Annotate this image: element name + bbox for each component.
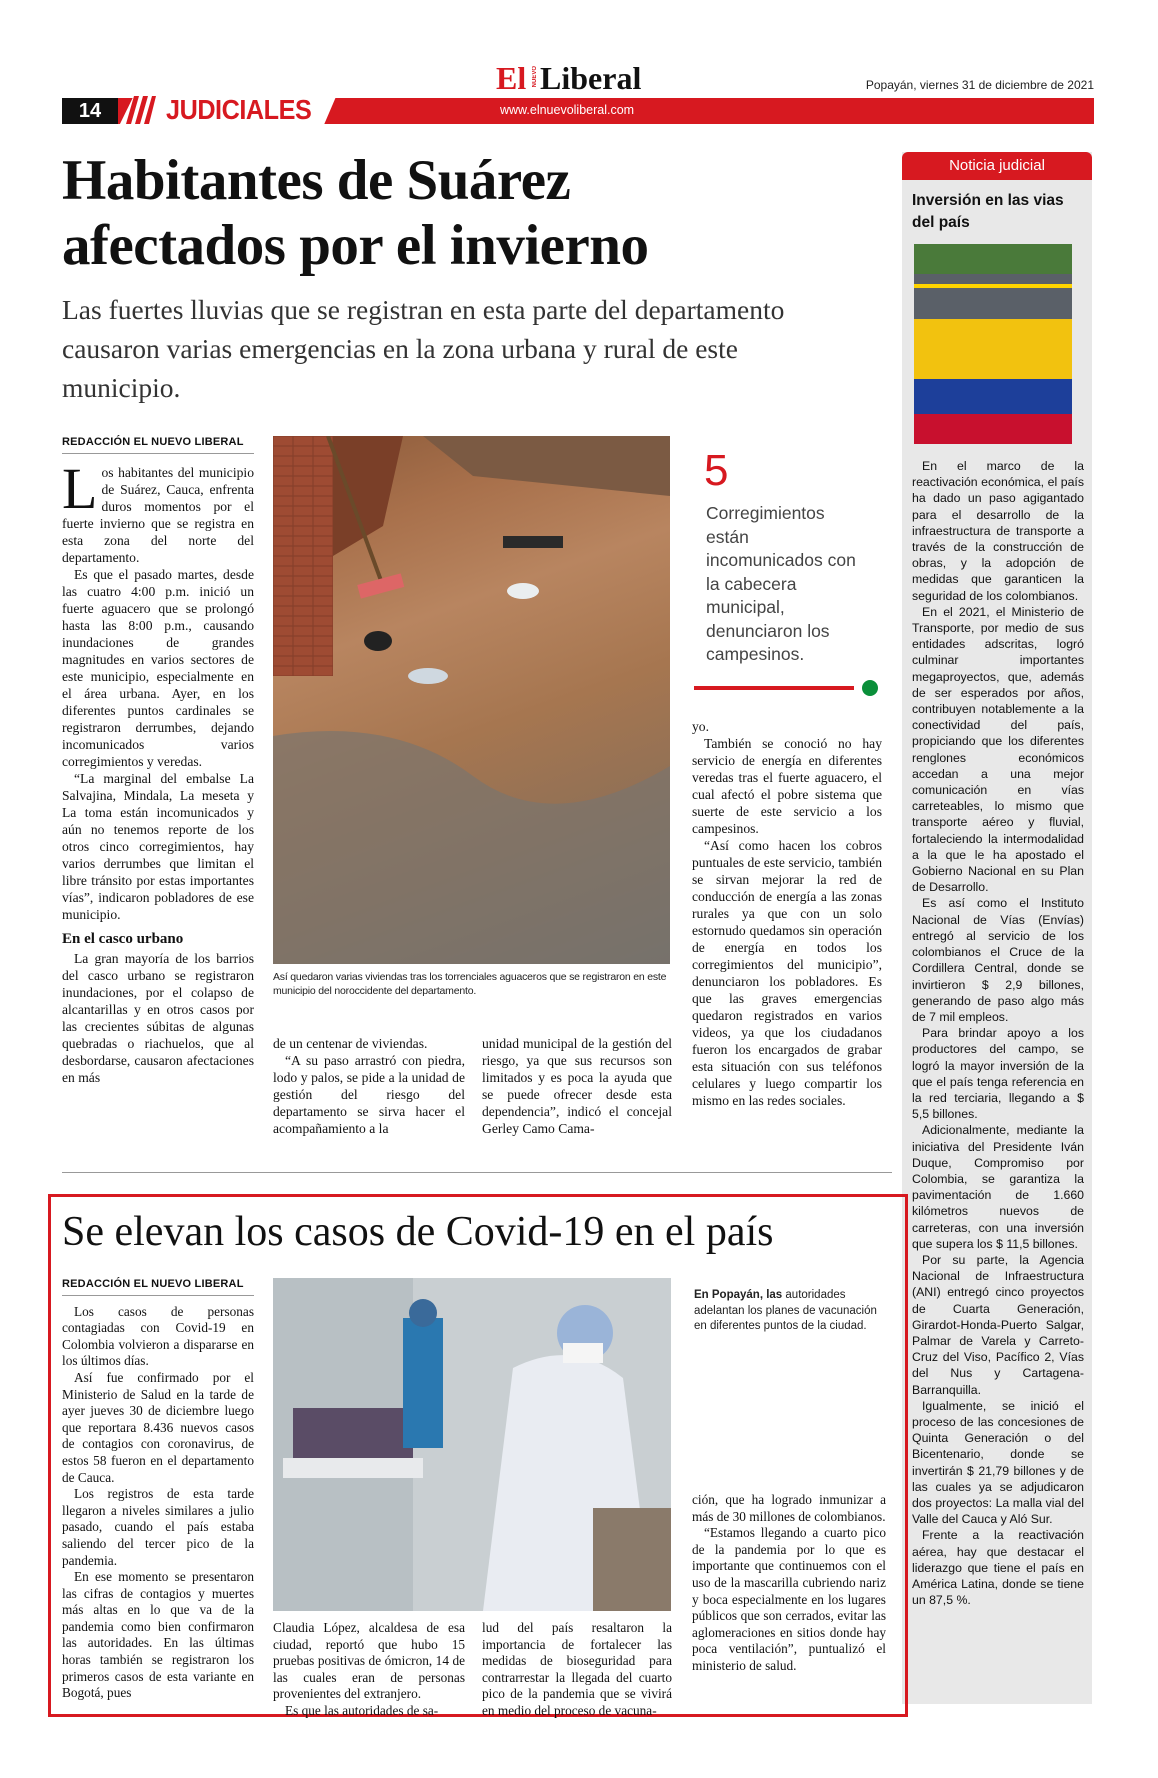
edition-date: Popayán, viernes 31 de diciembre de 2021	[865, 78, 1094, 92]
sidebar-p2: En el 2021, el Ministerio de Transporte, por medio de sus entidades adscritas, logró culminar importantes megaproyectos, que, además de ser esperados por años, contribuyen notablemente a la conectividad del país, propiciando que los diferentes renglones económicos accedan a una mejor comunicación en vías carreteables, lo mismo que transporte aéreo y fluvial, fortaleciendo la intermodalidad a la que le ha apostado el Gobierno Nacional en su Plan de Desarrollo.	[912, 604, 1084, 895]
logo-liberal: Liberal	[540, 60, 642, 96]
sidebar-title: Inversión en las vias del país	[912, 192, 1064, 231]
sidebar-p8: Frente a la reactivación aérea, hay que destacar el liderazgo que tiene el país en América Latina, donde se tiene un 87,5 %.	[912, 1528, 1084, 1608]
article2-headline: Se elevan los casos de Covid-19 en el país	[62, 1209, 774, 1255]
article1-col2-p2: “A su paso arrastró con piedra, lodo y palos, se pide a la unidad de gestión del riesgo del departamento se sirva hacer el acompañamiento a la	[273, 1053, 465, 1136]
headline-line2: afectados por el invierno	[62, 214, 649, 277]
callout-rule	[694, 686, 854, 690]
article2-col4	[692, 1492, 886, 1675]
flood-photo	[273, 436, 670, 964]
dropcap: L	[62, 456, 98, 521]
sidebar-p4: Para brindar apoyo a los productores del campo, se logró la mayor inversión de la que el país tenga referencia en la red terciaria, llegando a $ 5,5 billones.	[912, 1026, 1084, 1122]
masthead	[0, 0, 1158, 130]
article2-col1	[62, 1276, 254, 1702]
article1-col3	[482, 1035, 672, 1137]
callout-dot-icon	[862, 680, 878, 696]
flood-photo-caption: Así quedaron varias viviendas tras los torrenciales aguaceros que se registraron en este municipio del noroccidente del departamento.	[273, 971, 667, 997]
article1-subtitle: Las fuertes lluvias que se registran en esta parte del departamento causaron varias emergencias en la zona urbana y rural de este municipio.	[62, 294, 785, 403]
article2-p1: Los casos de personas contagiadas con Covid-19 en Colombia volvieron a dispararse en los últimos días.	[62, 1303, 254, 1369]
article1-byline: REDACCIÓN EL NUEVO LIBERAL	[62, 434, 254, 454]
article2-col2-p2: Es que las autoridades de sa-	[285, 1702, 439, 1718]
article1-col3-p1: unidad municipal de la gestión del riesgo, ya que sus recursos son limitados y es poca la ayuda que se puede ofrecer desde esta dependencia”, indicó el concejal Gerley Camo Cama-	[482, 1036, 672, 1136]
caption-lead: En Popayán, las	[694, 1289, 783, 1301]
article1-col2-p1: de un centenar de viviendas.	[273, 1036, 428, 1051]
callout-text: Corregimientos están incomunicados con la cabecera municipal, denunciaron los campesinos.	[706, 503, 856, 664]
logo-nuevo: NUEVO	[532, 66, 538, 88]
section-divider	[62, 1172, 892, 1173]
article1-col4-p1: yo.	[692, 719, 709, 734]
sidebar-p5: Adicionalmente, mediante la iniciativa del Presidente Iván Duque, Compromiso por Colombia, se garantiza la pavimentación de 1.660 kilómetros nuevos de carreteras, con una inversión que supera los $ 11,5 billones.	[912, 1123, 1084, 1251]
article1-p4: La gran mayoría de los barrios del casco urbano se registraron inundaciones, por el colapso de alcantarillas y en otros casos por las crecientes súbitas de algunas quebradas o riachuelos, que al desbordarse, causaron afectaciones en más	[62, 951, 254, 1085]
sidebar-p3: Es así como el Instituto Nacional de Vías (Envías) entregó al servicio de los colombianos el Cruce de la Cordillera Central, donde se invirtieron $ 2,9 billones, generando de paso algo más de 7 mil empleos.	[912, 896, 1084, 1024]
article1-p3: “La marginal del embalse La Salvajina, Mindala, La meseta y La toma están incomunicados y aún no tenemos reporte de los otros cinco corregimientos, hay varios derrumbes que limitan el libre tránsito por estas importantes vías”, indicaron pobladores de ese municipio.	[62, 771, 254, 922]
article1-col2	[273, 1035, 465, 1137]
website[interactable]: www.elnuevoliberal.com	[500, 103, 635, 117]
article1-p2: Es que el pasado martes, desde las cuatro 4:00 p.m. inició un fuerte aguacero que se prolongó hasta las 8:00 p.m., causando inundaciones de grandes magnitudes en varios sectores de este municipio, especialmente en el área urbana. Ayer, en los diferentes puntos cardinales se registraron derrumbes, dejando incomunicados varios corregimientos y veredas.	[62, 567, 254, 769]
article1-col4-p2: También se conoció no hay servicio de energía en diferentes veredas tras el fuerte aguacero, el cual afectó el pobre sistema que suerte de este servicio a los campesinos.	[692, 736, 882, 836]
article2-col3-p1: lud del país resaltaron la importancia de fortalecer las medidas de bioseguridad para contrarrestar la llegada del cuarto pico de la pandemia que se vivirá en medio del proceso de vacuna-	[482, 1620, 672, 1718]
sidebar-body	[912, 458, 1084, 1608]
section-slash-icon	[126, 96, 156, 124]
sidebar-p1: En el marco de la reactivación económica, el país ha dado un paso agigantado para el desarrollo de la infraestructura de transporte a través de la construcción de obras, y la adopción de medidas que garanticen la seguridad de los colombianos.	[912, 459, 1084, 603]
article2-col2-p1: Claudia López, alcaldesa de esa ciudad, reportó que hubo 15 pruebas positivas de ómicron, 14 de las cuales eran de personas provenientes del extranjero.	[273, 1620, 465, 1702]
article2-col4-p1: ción, que ha logrado inmunizar a más de 30 millones de colombianos.	[692, 1492, 886, 1524]
caption-text: autoridades adelantan los planes de vacunación en diferentes puntos de la ciudad.	[694, 1289, 877, 1332]
article1-subhead: En el casco urbano	[62, 931, 184, 947]
sidebar-p6: Por su parte, la Agencia Nacional de Infraestructura (ANI) entregó cinco proyectos de Cuarta Generación, Girardot-Honda-Puerto Salgar, Palmar de Varela y Carreto-Cruz del Viso, Pacífico 2, Vías del Nus y Cartagena-Barranquilla.	[912, 1252, 1084, 1397]
article2-p4: En ese momento se presentaron las cifras de contagios y muertes más altas en lo que va de la pandemia como bien confirmaron las autoridades. En las últimas horas también se registraron los primeros casos de esta variante en Bogotá, pues	[62, 1569, 254, 1701]
article1-headline	[62, 148, 922, 278]
article2-p3: Los registros de esta tarde llegaron a niveles similares a julio pasado, cuando el país estaba saliendo del tercer pico de la pandemia.	[62, 1486, 254, 1568]
sidebar-tab[interactable]: Noticia judicial	[902, 152, 1092, 180]
headline-line1: Habitantes de Suárez	[62, 149, 571, 212]
article2-col2	[273, 1620, 465, 1720]
article1-col4	[692, 718, 882, 1109]
sidebar	[902, 152, 1092, 1704]
section-title[interactable]: JUDICIALES	[166, 94, 312, 125]
logo-el: El	[496, 60, 527, 96]
article1-p1: os habitantes del municipio de Suárez, Cauca, enfrenta duros momentos por el fuerte invierno que se registra en esta zona del norte del departamento.	[62, 465, 254, 565]
sidebar-p7: Igualmente, se inició el proceso de las concesiones de Quinta Generación o del Bicentenario, donde se invertirán $ 21,79 billones y de las cuales ya se adjudicaron dos proyectos: La malla vial del Valle del Cauca y Aló Sur.	[912, 1398, 1084, 1527]
article2-col3	[482, 1620, 672, 1720]
page-number: 14	[62, 98, 118, 124]
sidebar-photo	[914, 244, 1072, 444]
article2-col4-p2: “Estamos llegando a cuarto pico de la pandemia por lo que es importante que continuemos con el uso de la mascarilla cubriendo nariz y boca especialmente en los lugares públicos que son cerrados, evitar las aglomeraciones en sitios donde hay poca ventilación”, puntualizó el ministerio de salud.	[692, 1525, 886, 1673]
article2-p2: Así fue confirmado por el Ministerio de Salud en la tarde de ayer jueves 30 de diciembre luego que reportara 8.436 nuevos casos de contagios con coronavirus, de estos 58 fueron en el departamento de Cauca.	[62, 1369, 254, 1485]
vaccination-photo	[273, 1278, 671, 1611]
vaccination-caption	[694, 1288, 890, 1335]
article2-byline: REDACCIÓN EL NUEVO LIBERAL	[62, 1276, 254, 1296]
callout-number: 5	[704, 446, 729, 495]
article1-col1	[62, 434, 254, 1086]
article1-col4-p3: “Así como hacen los cobros puntuales de este servicio, también se sirvan mejorar la red de conducción de energía a las zonas rurales ya que con un solo estornudo quedamos sin operación de energía en todos los corregimientos del municipio”, denunciaron los pobladores. Es que las graves emergencias quedaron registrados en varios videos, ya que los ciudadanos fueron los encargados de grabar esta situación con sus teléfonos celulares y luego compartir los mismo en las redes sociales.	[692, 838, 882, 1108]
